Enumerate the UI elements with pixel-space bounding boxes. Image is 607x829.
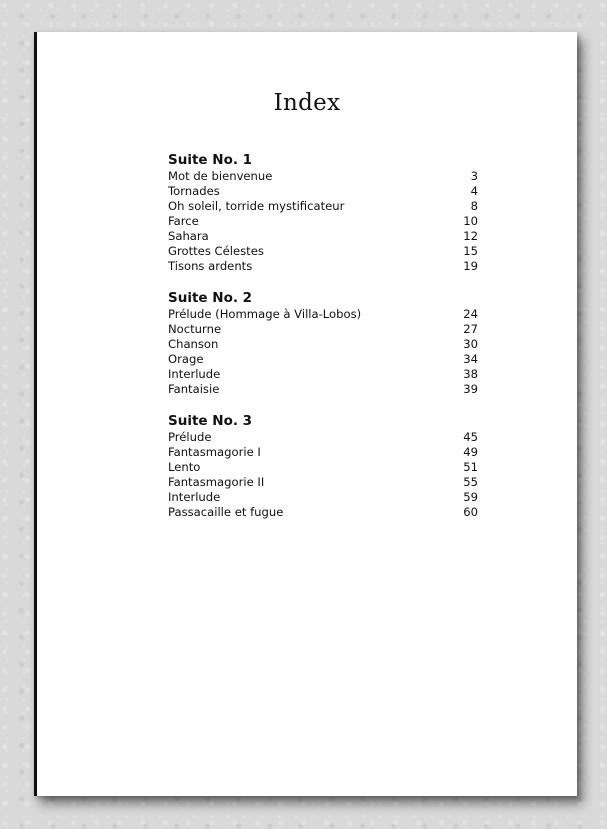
toc-entry-title: Prélude (168, 430, 212, 444)
toc-entry-page-number: 55 (463, 475, 478, 489)
toc-entry-title: Passacaille et fugue (168, 505, 284, 519)
table-of-contents (168, 152, 478, 536)
toc-entry-title: Oh soleil, torride mystificateur (168, 199, 345, 213)
suite-section (168, 290, 478, 397)
toc-entry-page-number: 10 (463, 214, 478, 228)
toc-entry (168, 322, 478, 337)
toc-entry (168, 307, 478, 322)
toc-entry-page-number: 34 (463, 352, 478, 366)
toc-entry (168, 505, 478, 520)
suite-heading: Suite No. 3 (168, 413, 253, 429)
toc-entry-page-number: 51 (463, 460, 478, 474)
toc-entry (168, 169, 478, 184)
toc-entry (168, 430, 478, 445)
toc-entry-page-number: 59 (463, 490, 478, 504)
toc-entry (168, 229, 478, 244)
suite-heading: Suite No. 1 (168, 152, 253, 168)
toc-entry-title: Tornades (168, 184, 220, 198)
toc-entry-page-number: 19 (463, 259, 478, 273)
toc-entry-page-number: 15 (463, 244, 478, 258)
toc-entry-page-number: 39 (463, 382, 478, 396)
suite-heading: Suite No. 2 (168, 290, 253, 306)
page-title: Index (273, 90, 341, 116)
toc-entry (168, 337, 478, 352)
toc-entry (168, 259, 478, 274)
toc-entry (168, 460, 478, 475)
toc-entry (168, 244, 478, 259)
toc-entry-page-number: 4 (470, 184, 478, 198)
toc-entry-page-number: 30 (463, 337, 478, 351)
toc-entry-page-number: 3 (470, 169, 478, 183)
toc-entry-page-number: 60 (463, 505, 478, 519)
toc-entry-title: Nocturne (168, 322, 222, 336)
toc-entry-title: Mot de bienvenue (168, 169, 273, 183)
toc-entry-title: Chanson (168, 337, 219, 351)
toc-entry-title: Prélude (Hommage à Villa-Lobos) (168, 307, 362, 321)
toc-entry-title: Lento (168, 460, 201, 474)
toc-entry-title: Farce (168, 214, 199, 228)
toc-entry-title: Sahara (168, 229, 209, 243)
toc-entry (168, 214, 478, 229)
toc-entry (168, 490, 478, 505)
toc-entry-title: Orage (168, 352, 204, 366)
toc-entry (168, 352, 478, 367)
toc-entry-page-number: 45 (463, 430, 478, 444)
toc-entry (168, 382, 478, 397)
toc-entry-page-number: 38 (463, 367, 478, 381)
toc-entry-title: Fantasmagorie I (168, 445, 261, 459)
toc-entry-page-number: 49 (463, 445, 478, 459)
toc-entry (168, 445, 478, 460)
toc-entry (168, 199, 478, 214)
toc-entry (168, 367, 478, 382)
toc-entry-title: Interlude (168, 490, 221, 504)
toc-entry (168, 184, 478, 199)
suite-section (168, 413, 478, 520)
toc-entry-page-number: 12 (463, 229, 478, 243)
toc-entry-page-number: 24 (463, 307, 478, 321)
document-page (34, 32, 577, 796)
suite-section (168, 152, 478, 274)
toc-entry-title: Interlude (168, 367, 221, 381)
toc-entry-page-number: 27 (463, 322, 478, 336)
toc-entry-title: Fantaisie (168, 382, 220, 396)
toc-entry-title: Tisons ardents (168, 259, 253, 273)
toc-entry (168, 475, 478, 490)
toc-entry-page-number: 8 (470, 199, 478, 213)
toc-entry-title: Fantasmagorie II (168, 475, 265, 489)
toc-entry-title: Grottes Célestes (168, 244, 264, 258)
